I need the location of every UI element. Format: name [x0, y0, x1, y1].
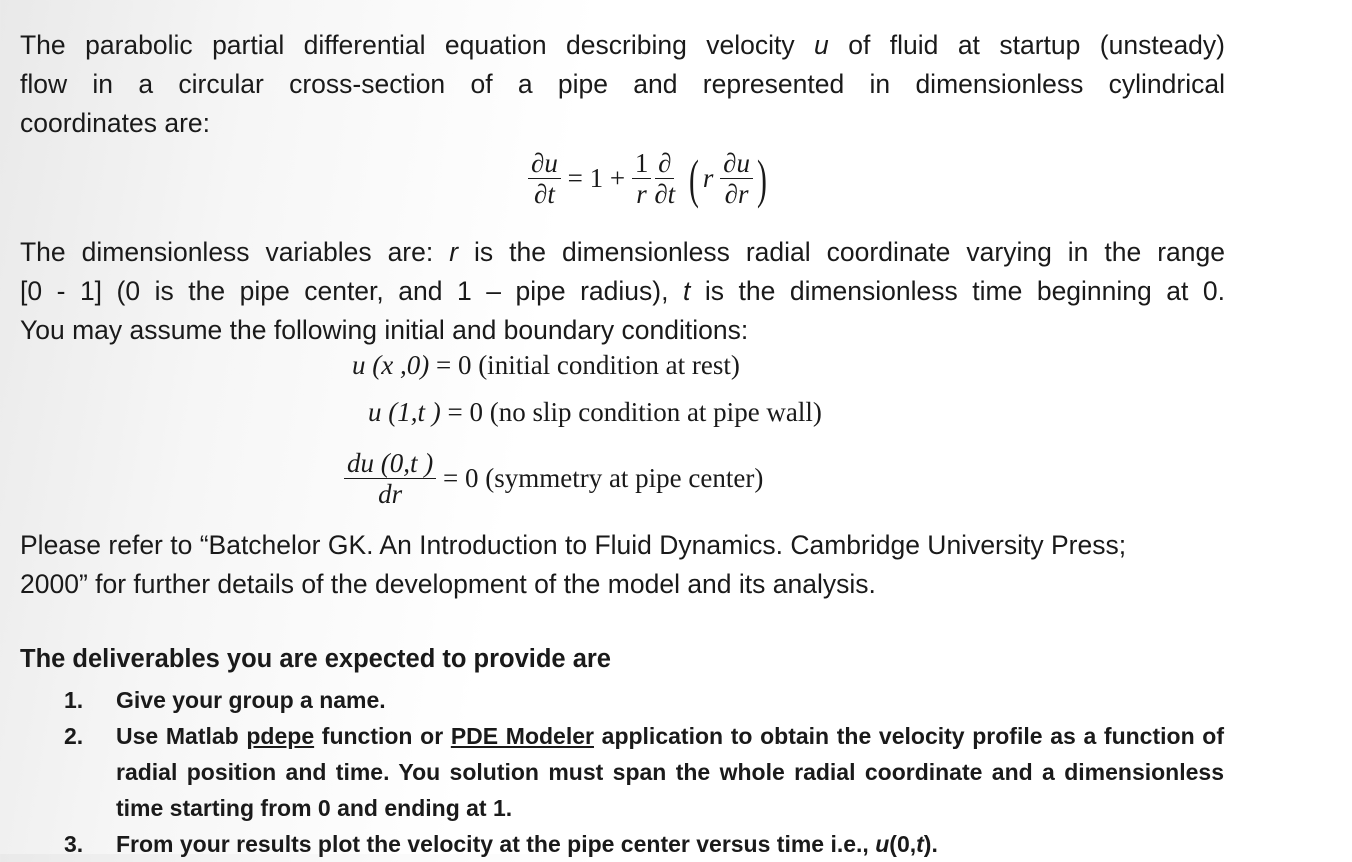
- intro-paragraph: [20, 26, 1225, 143]
- reference-line-2: 2000” for further details of the development of the model and its analysis.: [20, 569, 876, 599]
- no-slip-condition: u (1,t ) = 0 (no slip condition at pipe wall): [368, 397, 822, 427]
- d-dt: $\frac{\partial}{\partial t}$: [654, 148, 676, 209]
- list-item: 2. Use Matlab pdepe function or PDE Modeler application to obtain the velocity profile as a function of radial position and time. You solution must span the whole radial coordinate and a dimensionless time starting from 0 and ending at 1.: [64, 723, 1224, 821]
- deliverables-list: [64, 682, 1224, 862]
- equals-one-plus: = 1 +: [567, 163, 626, 193]
- r-factor: r: [702, 163, 714, 193]
- one-over-r: $\frac{1}{r}$: [632, 148, 652, 209]
- list-item: 3. From your results plot the velocity at the pipe center versus time i.e., u(0,t).: [64, 831, 938, 857]
- deliverables-heading: The deliverables you are expected to provide are: [20, 645, 611, 673]
- pde-modeler-link[interactable]: PDE Modeler: [450, 723, 594, 749]
- intro-line-1: The parabolic partial differential equation describing velocity u of fluid at startup (unsteady): [20, 30, 1225, 60]
- initial-condition: u (x ,0) = 0 (initial condition at rest): [352, 350, 740, 380]
- lhs-fraction: $\frac{\partial u}{\partial t}$: [528, 148, 561, 209]
- left-paren: (: [688, 148, 699, 209]
- list-item: 1. Give your group a name.: [64, 687, 386, 713]
- symmetry-condition: $\frac{du (0,t )}{dr}$ = 0 (symmetry at pipe center): [344, 448, 763, 509]
- reference-paragraph: [20, 526, 1225, 604]
- du-dr: $\frac{\partial u}{\partial r}$: [720, 148, 753, 209]
- main-equation: [528, 148, 771, 209]
- pdepe-link[interactable]: pdepe: [246, 723, 315, 749]
- variables-line-3: You may assume the following initial and boundary conditions:: [20, 315, 749, 345]
- intro-line-3: coordinates are:: [20, 108, 211, 138]
- variables-line-1: The dimensionless variables are: r is the dimensionless radial coordinate varying in the range: [20, 237, 1225, 267]
- intro-line-2: flow in a circular cross-section of a pipe and represented in dimensionless cylindrical: [20, 69, 1225, 99]
- du-dr-fraction: $\frac{du (0,t )}{dr}$: [344, 448, 436, 509]
- reference-line-1: Please refer to “Batchelor GK. An Introduction to Fluid Dynamics. Cambridge University Press;: [20, 530, 1127, 560]
- variables-paragraph: [20, 233, 1225, 350]
- right-paren: ): [757, 148, 767, 209]
- variables-line-2: [0 - 1] (0 is the pipe center, and 1 – pipe radius), t is the dimensionless time beginning at 0.: [20, 276, 1225, 306]
